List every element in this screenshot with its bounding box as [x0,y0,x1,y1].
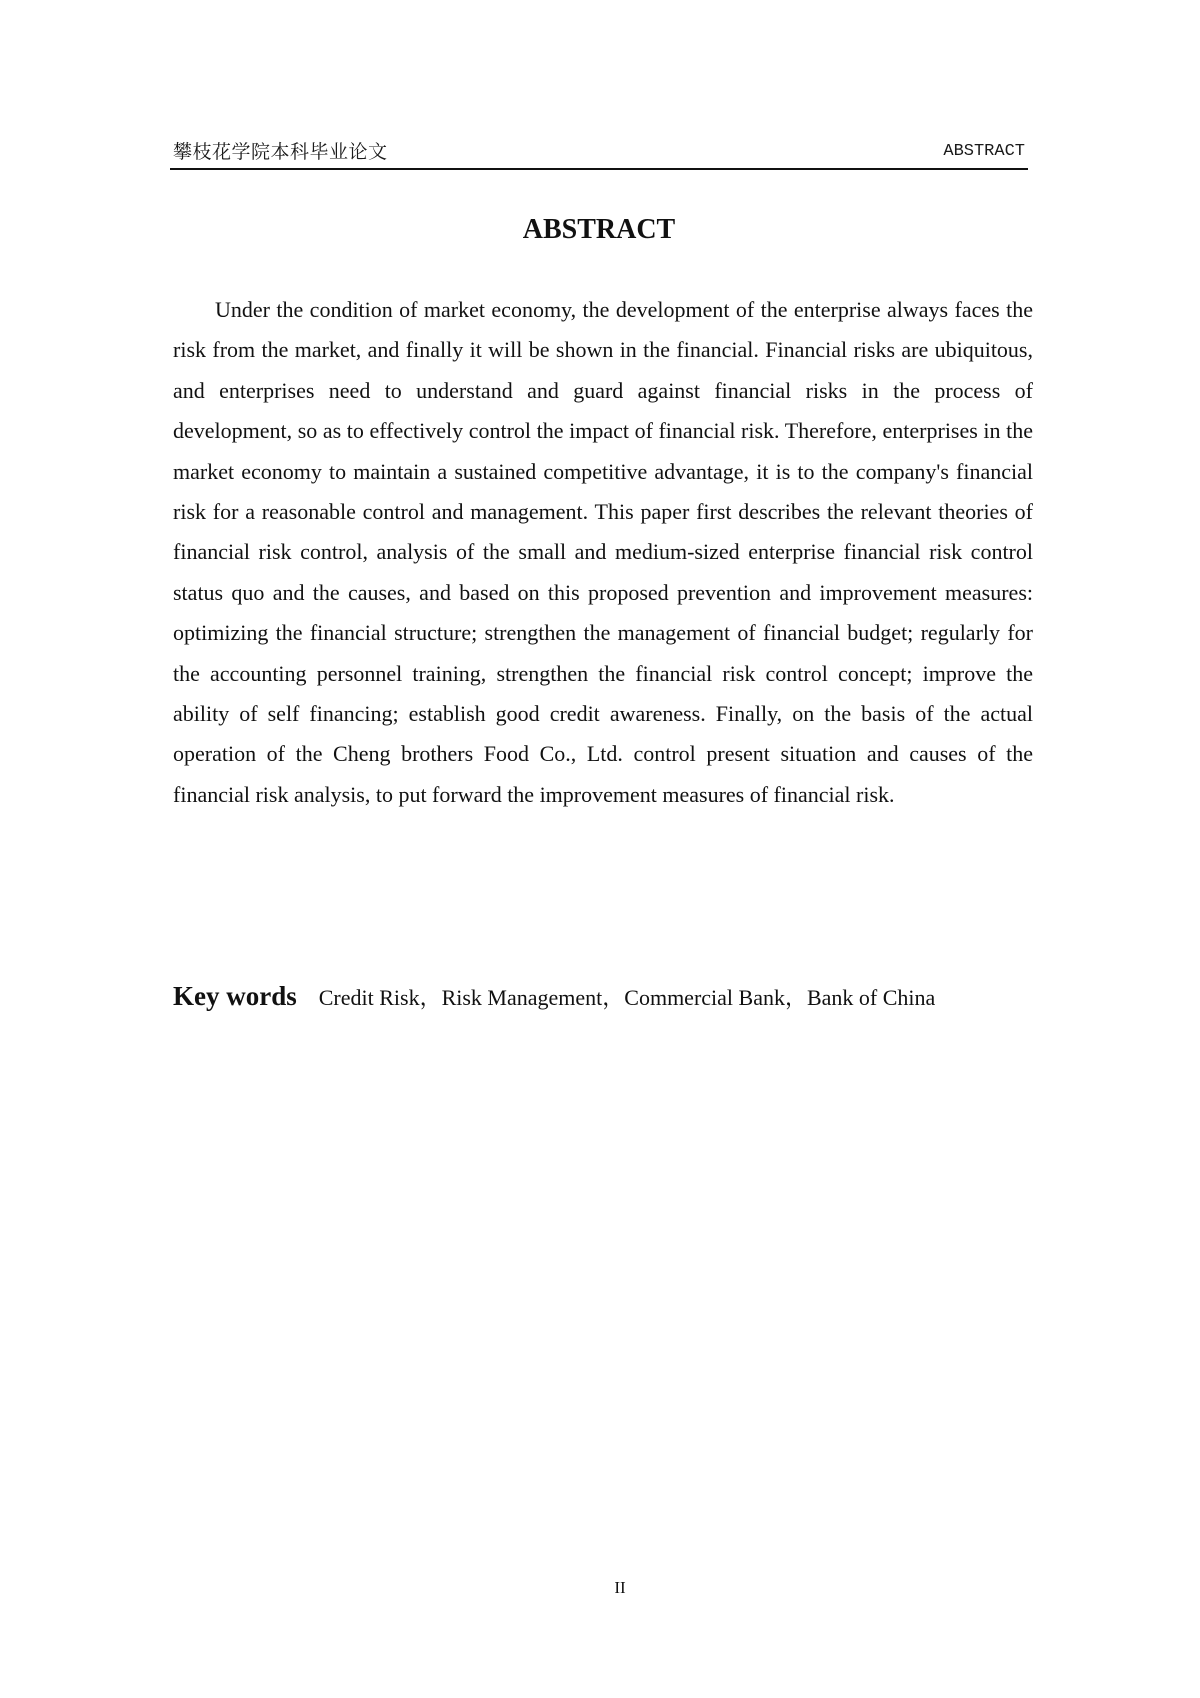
header-institution-title: 攀枝花学院本科毕业论文 [173,141,388,163]
keywords-value: Credit Risk，Risk Management，Commercial Bank，Bank of China [318,985,936,1010]
abstract-paragraph: Under the condition of market economy, the development of the enterprise always faces the risk from the market, and finally it will be shown in the financial. Financial risks are ubiquitous, and enterprises need to understand and guard against financial risks in the process of development, so as to effectively control the impact of financial risk. Therefore, enterprises in the market economy to maintain a sustained competitive advantage, it is to the company's financial risk for a reasonable control and management. This paper first describes the relevant theories of financial risk control, analysis of the small and medium-sized enterprise financial risk control status quo and the causes, and based on this proposed prevention and improvement measures: optimizing the financial structure; strengthen the management of financial budget; regularly for the accounting personnel training, strengthen the financial risk control concept; improve the ability of self financing; establish good credit awareness. Finally, on the basis of the actual operation of the Cheng brothers Food Co., Ltd. control present situation and causes of the financial risk analysis, to put forward the improvement measures of financial risk. [173,297,1033,807]
header-section-name: ABSTRACT [943,142,1025,161]
keywords-label: Key words [173,981,297,1011]
running-header [170,138,1028,166]
header-divider [170,168,1028,170]
keywords-line [173,976,1033,1018]
page-number: II [614,1578,626,1597]
page-title: ABSTRACT [522,214,676,245]
